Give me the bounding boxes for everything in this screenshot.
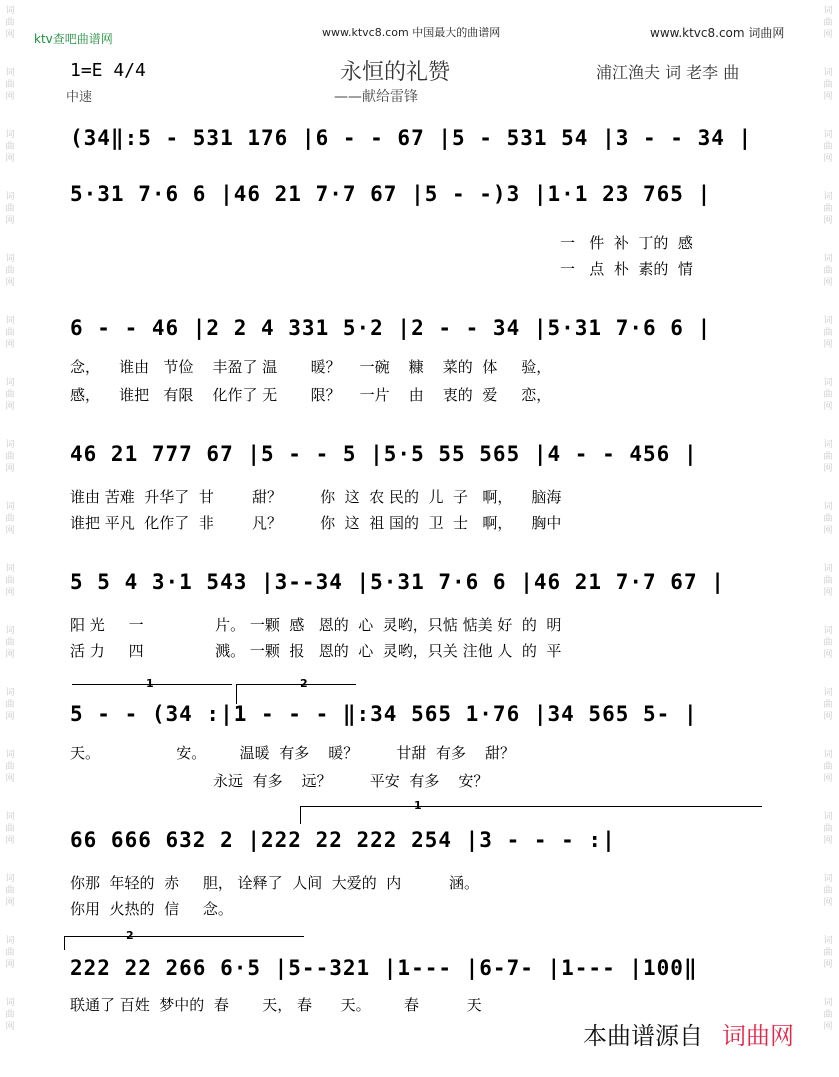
watermark-glyph: 词 [5,936,15,946]
notation-line-1: (34‖:5 - 531 176 |6 - - 67 |5 - 531 54 |3 - - 34 | [70,126,753,150]
watermark-glyph: 曲 [5,18,15,28]
watermark-glyph: 曲 [5,266,15,276]
volta-number-2: 2 [300,677,308,690]
notation-line-4: 46 21 777 67 |5 - - 5 |5·5 55 565 |4 - - 456 | [70,442,698,466]
watermark-glyph: 曲 [823,266,833,276]
watermark-glyph: 网 [5,92,15,102]
watermark-glyph: 词 [823,564,833,574]
watermark-glyph: 词 [5,874,15,884]
watermark-glyph: 网 [5,898,15,908]
watermark-glyph: 词 [823,192,833,202]
watermark-glyph: 网 [823,30,833,40]
watermark-glyph: 网 [5,526,15,536]
volta-number-1b: 1 [414,799,422,812]
watermark-glyph: 词 [823,936,833,946]
watermark-glyph: 曲 [823,824,833,834]
lyric-line-2a: 一 件 补 丁的 感 [560,234,693,252]
site-link-left[interactable]: ktv查吧曲谱网 [34,32,113,46]
watermark-glyph: 曲 [823,638,833,648]
volta-number-1: 1 [146,677,154,690]
watermark-glyph: 网 [5,402,15,412]
watermark-glyph: 网 [5,774,15,784]
lyric-line-2b: 一 点 朴 素的 情 [560,260,693,278]
watermark-glyph: 网 [823,154,833,164]
footer-source-label: 本曲谱源自 [583,1022,703,1050]
volta-number-2b: 2 [126,929,134,942]
watermark-glyph: 网 [823,526,833,536]
watermark-glyph: 曲 [823,762,833,772]
watermark-glyph: 网 [823,836,833,846]
watermark-glyph: 网 [823,712,833,722]
watermark-glyph: 网 [5,340,15,350]
notation-line-3: 6 - - 46 |2 2 4 331 5·2 |2 - - 34 |5·31 7·6 6 | [70,316,712,340]
watermark-glyph: 曲 [5,638,15,648]
lyric-line-6b: 永远 有多 远？ 平安 有多 安？ [70,772,489,790]
watermark-glyph: 曲 [823,80,833,90]
watermark-glyph: 词 [823,688,833,698]
watermark-glyph: 词 [823,68,833,78]
watermark-glyph: 词 [823,6,833,16]
watermark-glyph: 曲 [5,1010,15,1020]
lyric-line-8a: 联通了 百姓 梦中的 春 天， 春 天。 春 天 [70,996,482,1014]
site-link-right[interactable]: www.ktvc8.com 词曲网 [650,26,785,40]
watermark-glyph: 词 [5,68,15,78]
watermark-glyph: 词 [823,812,833,822]
volta-bracket-2b [64,936,304,937]
watermark-glyph: 曲 [823,328,833,338]
lyric-line-7b: 你用 火热的 信 念。 [70,900,233,918]
watermark-glyph: 词 [5,998,15,1008]
watermark-glyph: 曲 [5,886,15,896]
watermark-glyph: 曲 [5,452,15,462]
tempo-marking: 中速 [66,90,93,105]
notation-line-8: 222 22 266 6·5 |5--321 |1--- |6-7- |1--- |100‖ [70,956,698,980]
watermark-glyph: 词 [823,130,833,140]
watermark-glyph: 词 [5,688,15,698]
watermark-glyph: 词 [5,254,15,264]
watermark-glyph: 曲 [5,390,15,400]
watermark-glyph: 曲 [823,948,833,958]
watermark-glyph: 网 [823,216,833,226]
watermark-glyph: 词 [823,502,833,512]
watermark-glyph: 网 [823,340,833,350]
watermark-glyph: 曲 [823,514,833,524]
lyric-line-4a: 谁由 苦难 升华了 甘 甜？ 你 这 农 民的 儿 子 啊， 脑海 [70,488,562,506]
watermark-glyph: 曲 [823,576,833,586]
notation-line-7: 66 666 632 2 |222 22 222 254 |3 - - - :| [70,828,616,852]
key-signature: 1=E 4/4 [70,60,146,81]
watermark-glyph: 网 [5,1022,15,1032]
watermark-glyph: 网 [5,154,15,164]
watermark-glyph: 曲 [5,328,15,338]
watermark-glyph: 曲 [823,18,833,28]
lyric-line-7a: 你那 年轻的 赤 胆， 诠释了 人间 大爱的 内 涵。 [70,874,479,892]
watermark-glyph: 词 [5,192,15,202]
watermark-glyph: 曲 [5,142,15,152]
watermark-glyph: 曲 [5,80,15,90]
watermark-glyph: 词 [5,502,15,512]
watermark-glyph: 词 [5,750,15,760]
watermark-glyph: 词 [823,998,833,1008]
watermark-glyph: 网 [823,278,833,288]
watermark-glyph: 曲 [5,700,15,710]
lyric-line-4b: 谁把 平凡 化作了 非 凡？ 你 这 祖 国的 卫 士 啊， 胸中 [70,514,562,532]
song-credits: 浦江渔夫 词 老李 曲 [596,63,740,82]
watermark-glyph: 曲 [5,514,15,524]
notation-line-6: 5 - - (34 :|1 - - - ‖:34 565 1·76 |34 565 5- | [70,702,698,726]
watermark-glyph: 曲 [5,824,15,834]
watermark-glyph: 词 [823,626,833,636]
watermark-glyph: 词 [5,378,15,388]
volta-start-1b [300,806,301,824]
watermark-glyph: 词 [823,440,833,450]
watermark-glyph: 网 [823,960,833,970]
notation-line-2: 5·31 7·6 6 |46 21 7·7 67 |5 - -)3 |1·1 23 765 | [70,182,712,206]
watermark-glyph: 网 [823,588,833,598]
watermark-glyph: 网 [5,588,15,598]
watermark-glyph: 曲 [5,762,15,772]
watermark-glyph: 词 [5,6,15,16]
watermark-glyph: 词 [5,316,15,326]
watermark-glyph: 网 [5,216,15,226]
watermark-glyph: 网 [823,92,833,102]
notation-line-5: 5 5 4 3·1 543 |3--34 |5·31 7·6 6 |46 21 7·7 67 | [70,570,725,594]
watermark-glyph: 词 [5,440,15,450]
watermark-glyph: 词 [5,564,15,574]
watermark-glyph: 曲 [5,204,15,214]
watermark-glyph: 网 [823,402,833,412]
watermark-glyph: 词 [823,254,833,264]
volta-bracket-2 [236,684,356,685]
watermark-glyph: 网 [823,898,833,908]
watermark-glyph: 曲 [823,886,833,896]
watermark-glyph: 网 [5,278,15,288]
watermark-glyph: 网 [823,650,833,660]
lyric-line-6a: 天。 安。 温暖 有多 暖？ 甘甜 有多 甜？ [70,744,516,762]
watermark-glyph: 词 [823,874,833,884]
lyric-line-5a: 阳 光 一 片。 一颗 感 恩的 心 灵哟，只惦 惦美 好 的 明 [70,616,562,634]
watermark-glyph: 网 [5,836,15,846]
watermark-glyph: 网 [823,1022,833,1032]
dedication: ——献给雷锋 [334,89,418,105]
watermark-glyph: 词 [5,812,15,822]
lyric-line-3b: 感， 谁把 有限 化作了 无 限？ 一片 由 衷的 爱 恋， [70,386,552,404]
watermark-glyph: 曲 [823,700,833,710]
watermark-glyph: 网 [5,30,15,40]
watermark-glyph: 曲 [823,390,833,400]
volta-bracket-1b [300,806,762,807]
watermark-glyph: 网 [5,960,15,970]
watermark-glyph: 曲 [823,142,833,152]
watermark-glyph: 网 [823,464,833,474]
watermark-glyph: 曲 [823,204,833,214]
song-title: 永恒的礼赞 [340,60,451,85]
watermark-glyph: 词 [823,750,833,760]
watermark-glyph: 网 [5,712,15,722]
volta-end-1 [236,684,237,704]
volta-start-2b [64,936,65,950]
watermark-glyph: 网 [823,774,833,784]
watermark-glyph: 曲 [823,1010,833,1020]
watermark-glyph: 网 [5,464,15,474]
footer-source-site[interactable]: 词曲网 [722,1022,794,1050]
watermark-glyph: 曲 [5,576,15,586]
watermark-glyph: 词 [823,378,833,388]
lyric-line-5b: 活 力 四 溅。 一颗 报 恩的 心 灵哟，只关 注他 人 的 平 [70,642,562,660]
watermark-glyph: 词 [5,130,15,140]
watermark-glyph: 词 [823,316,833,326]
watermark-glyph: 曲 [823,452,833,462]
watermark-glyph: 曲 [5,948,15,958]
lyric-line-3a: 念， 谁由 节俭 丰盈了 温 暖？ 一碗 糠 菜的 体 验， [70,358,552,376]
watermark-glyph: 词 [5,626,15,636]
site-banner: www.ktvc8.com 中国最大的曲谱网 [322,26,501,39]
watermark-glyph: 网 [5,650,15,660]
